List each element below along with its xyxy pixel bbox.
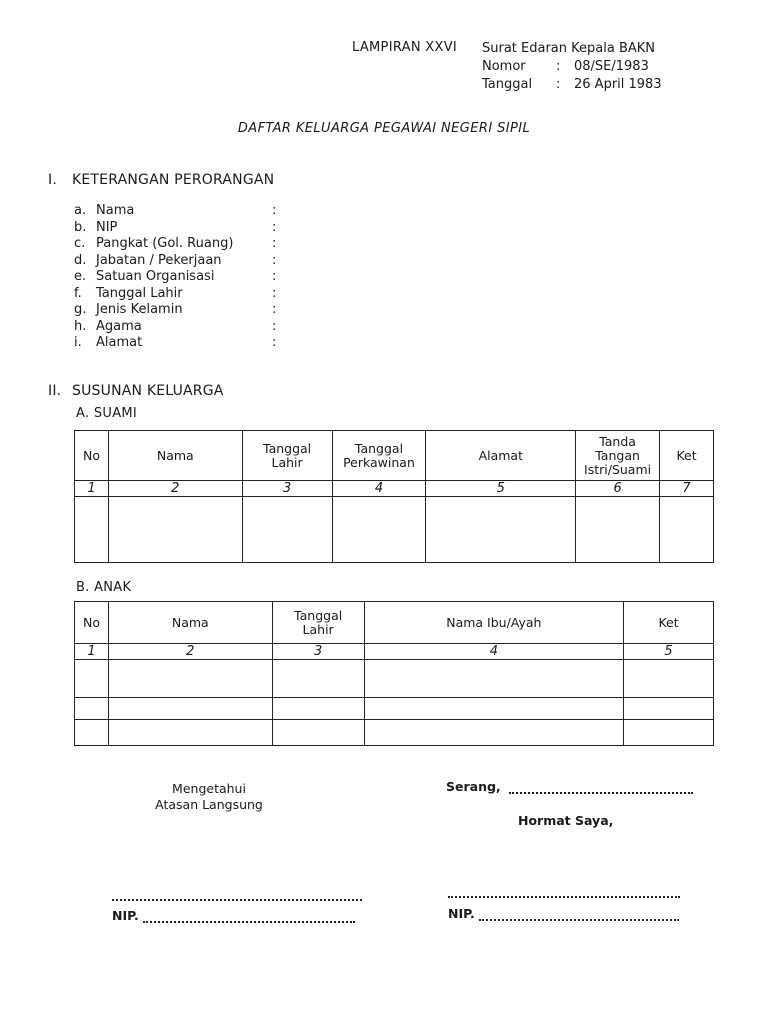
col-header-alamat: Alamat bbox=[426, 431, 576, 481]
section-1-heading bbox=[48, 172, 274, 188]
field-letter: b. bbox=[74, 219, 87, 235]
field-row-alamat[interactable] bbox=[74, 335, 282, 352]
field-letter: g. bbox=[74, 302, 87, 317]
anak-entry-row[interactable] bbox=[75, 720, 714, 746]
place-date-line[interactable] bbox=[446, 779, 693, 794]
right-signature-line[interactable] bbox=[448, 896, 680, 898]
nomor-label: Nomor bbox=[482, 59, 526, 74]
col-header-ket: Ket bbox=[660, 431, 714, 481]
nomor-colon: : bbox=[556, 59, 561, 74]
hormat-saya-label: Hormat Saya, bbox=[518, 813, 614, 828]
col-number: 7 bbox=[660, 481, 714, 497]
place-label: Serang, bbox=[446, 779, 506, 794]
col-number: 3 bbox=[242, 481, 332, 497]
field-row-satuan-organisasi[interactable] bbox=[74, 269, 282, 286]
field-colon: : bbox=[272, 302, 277, 317]
field-letter: d. bbox=[74, 252, 87, 268]
tanggal-label: Tanggal bbox=[482, 77, 533, 92]
col-header-tanda-tangan: Tanda Tangan Istri/Suami bbox=[576, 431, 660, 481]
atasan-langsung-label: Atasan Langsung bbox=[155, 797, 263, 812]
nip-label: NIP. bbox=[448, 906, 475, 921]
left-nip-line[interactable] bbox=[112, 908, 355, 923]
anak-entry-row[interactable] bbox=[75, 698, 714, 720]
right-nip-line[interactable] bbox=[448, 906, 679, 921]
field-colon: : bbox=[272, 318, 277, 334]
entry-cell[interactable] bbox=[75, 497, 109, 563]
col-number: 5 bbox=[426, 481, 576, 497]
anak-header-row bbox=[75, 602, 714, 644]
field-label: Satuan Organisasi bbox=[96, 269, 215, 284]
field-colon: : bbox=[272, 335, 277, 350]
entry-cell[interactable] bbox=[576, 497, 660, 563]
field-row-jenis-kelamin[interactable] bbox=[74, 302, 282, 319]
entry-cell[interactable] bbox=[108, 698, 272, 720]
entry-cell[interactable] bbox=[108, 497, 242, 563]
field-row-agama[interactable] bbox=[74, 319, 282, 336]
section-1-title: KETERANGAN PERORANGAN bbox=[72, 172, 275, 188]
section-2-title: SUSUNAN KELUARGA bbox=[72, 383, 224, 399]
surat-title: Surat Edaran Kepala BAKN bbox=[482, 41, 656, 56]
nip-fill-dots[interactable] bbox=[479, 909, 679, 921]
entry-cell[interactable] bbox=[272, 720, 364, 746]
field-letter: a. bbox=[74, 203, 87, 218]
field-row-nip[interactable] bbox=[74, 220, 282, 237]
col-number: 4 bbox=[332, 481, 426, 497]
nomor-value: 08/SE/1983 bbox=[574, 59, 649, 74]
field-label: Pangkat (Gol. Ruang) bbox=[96, 236, 234, 251]
anak-table bbox=[74, 601, 714, 746]
left-signature-line[interactable] bbox=[112, 899, 362, 901]
col-header-nama: Nama bbox=[108, 602, 272, 644]
acknowledgement-block bbox=[112, 781, 306, 813]
surat-edaran-block bbox=[482, 40, 662, 94]
col-number: 1 bbox=[75, 481, 109, 497]
entry-cell[interactable] bbox=[75, 660, 109, 698]
suami-header-row bbox=[75, 431, 714, 481]
col-header-nama: Nama bbox=[108, 431, 242, 481]
field-colon: : bbox=[272, 203, 277, 218]
entry-cell[interactable] bbox=[75, 720, 109, 746]
tanggal-row bbox=[482, 76, 662, 94]
entry-cell[interactable] bbox=[364, 660, 624, 698]
entry-cell[interactable] bbox=[624, 698, 714, 720]
field-label: NIP bbox=[96, 219, 118, 235]
col-number: 2 bbox=[108, 644, 272, 660]
field-label: Alamat bbox=[96, 335, 143, 350]
field-colon: : bbox=[272, 252, 277, 268]
col-number: 1 bbox=[75, 644, 109, 660]
col-header-ket: Ket bbox=[624, 602, 714, 644]
col-header-tanggal-lahir: Tanggal Lahir bbox=[272, 602, 364, 644]
suami-heading: A. SUAMI bbox=[76, 406, 138, 421]
suami-table bbox=[74, 430, 714, 563]
anak-entry-row[interactable] bbox=[75, 660, 714, 698]
entry-cell[interactable] bbox=[364, 720, 624, 746]
field-row-tanggal-lahir[interactable] bbox=[74, 286, 282, 303]
nip-fill-dots[interactable] bbox=[143, 911, 355, 923]
field-letter: h. bbox=[74, 318, 87, 334]
field-row-jabatan[interactable] bbox=[74, 253, 282, 270]
entry-cell[interactable] bbox=[108, 660, 272, 698]
entry-cell[interactable] bbox=[364, 698, 624, 720]
entry-cell[interactable] bbox=[624, 660, 714, 698]
col-header-nama-ibu-ayah: Nama Ibu/Ayah bbox=[364, 602, 624, 644]
field-label: Nama bbox=[96, 203, 135, 218]
lampiran-label: LAMPIRAN XXVI bbox=[352, 40, 458, 55]
document-title: DAFTAR KELUARGA PEGAWAI NEGERI SIPIL bbox=[237, 121, 531, 136]
section-1-number: I. bbox=[48, 172, 57, 188]
field-label: Agama bbox=[96, 318, 142, 334]
field-colon: : bbox=[272, 269, 277, 284]
anak-heading: B. ANAK bbox=[76, 580, 132, 595]
field-letter: f. bbox=[74, 285, 82, 301]
surat-title-row bbox=[482, 40, 662, 58]
entry-cell[interactable] bbox=[75, 698, 109, 720]
col-number: 5 bbox=[624, 644, 714, 660]
col-number: 6 bbox=[576, 481, 660, 497]
field-label: Jenis Kelamin bbox=[96, 302, 183, 317]
section-2-heading bbox=[48, 383, 224, 399]
nip-label: NIP. bbox=[112, 908, 139, 923]
field-colon: : bbox=[272, 219, 277, 235]
col-header-no: No bbox=[75, 602, 109, 644]
suami-entry-row[interactable] bbox=[75, 497, 714, 563]
field-letter: i. bbox=[74, 335, 82, 350]
entry-cell[interactable] bbox=[272, 660, 364, 698]
nomor-row bbox=[482, 58, 662, 76]
entry-cell[interactable] bbox=[426, 497, 576, 563]
personal-fields-list bbox=[74, 203, 282, 352]
field-colon: : bbox=[272, 236, 277, 251]
entry-cell[interactable] bbox=[242, 497, 332, 563]
tanggal-value: 26 April 1983 bbox=[574, 77, 662, 92]
field-row-nama[interactable] bbox=[74, 203, 282, 220]
entry-cell[interactable] bbox=[108, 720, 272, 746]
field-label: Tanggal Lahir bbox=[96, 285, 183, 301]
section-2-number: II. bbox=[48, 383, 62, 399]
field-colon: : bbox=[272, 285, 277, 301]
mengetahui-label: Mengetahui bbox=[172, 781, 246, 796]
entry-cell[interactable] bbox=[660, 497, 714, 563]
col-number: 3 bbox=[272, 644, 364, 660]
entry-cell[interactable] bbox=[272, 698, 364, 720]
entry-cell[interactable] bbox=[332, 497, 426, 563]
entry-cell[interactable] bbox=[624, 720, 714, 746]
anak-number-row bbox=[75, 644, 714, 660]
col-header-no: No bbox=[75, 431, 109, 481]
field-row-pangkat[interactable] bbox=[74, 236, 282, 253]
col-header-tanggal-perkawinan: Tanggal Perkawinan bbox=[332, 431, 426, 481]
field-label: Jabatan / Pekerjaan bbox=[96, 252, 222, 268]
col-header-tanggal-lahir: Tanggal Lahir bbox=[242, 431, 332, 481]
suami-number-row bbox=[75, 481, 714, 497]
field-letter: e. bbox=[74, 269, 87, 284]
field-letter: c. bbox=[74, 236, 86, 251]
date-fill-dots[interactable] bbox=[509, 782, 693, 794]
tanggal-colon: : bbox=[556, 77, 561, 92]
col-number: 4 bbox=[364, 644, 624, 660]
col-number: 2 bbox=[108, 481, 242, 497]
